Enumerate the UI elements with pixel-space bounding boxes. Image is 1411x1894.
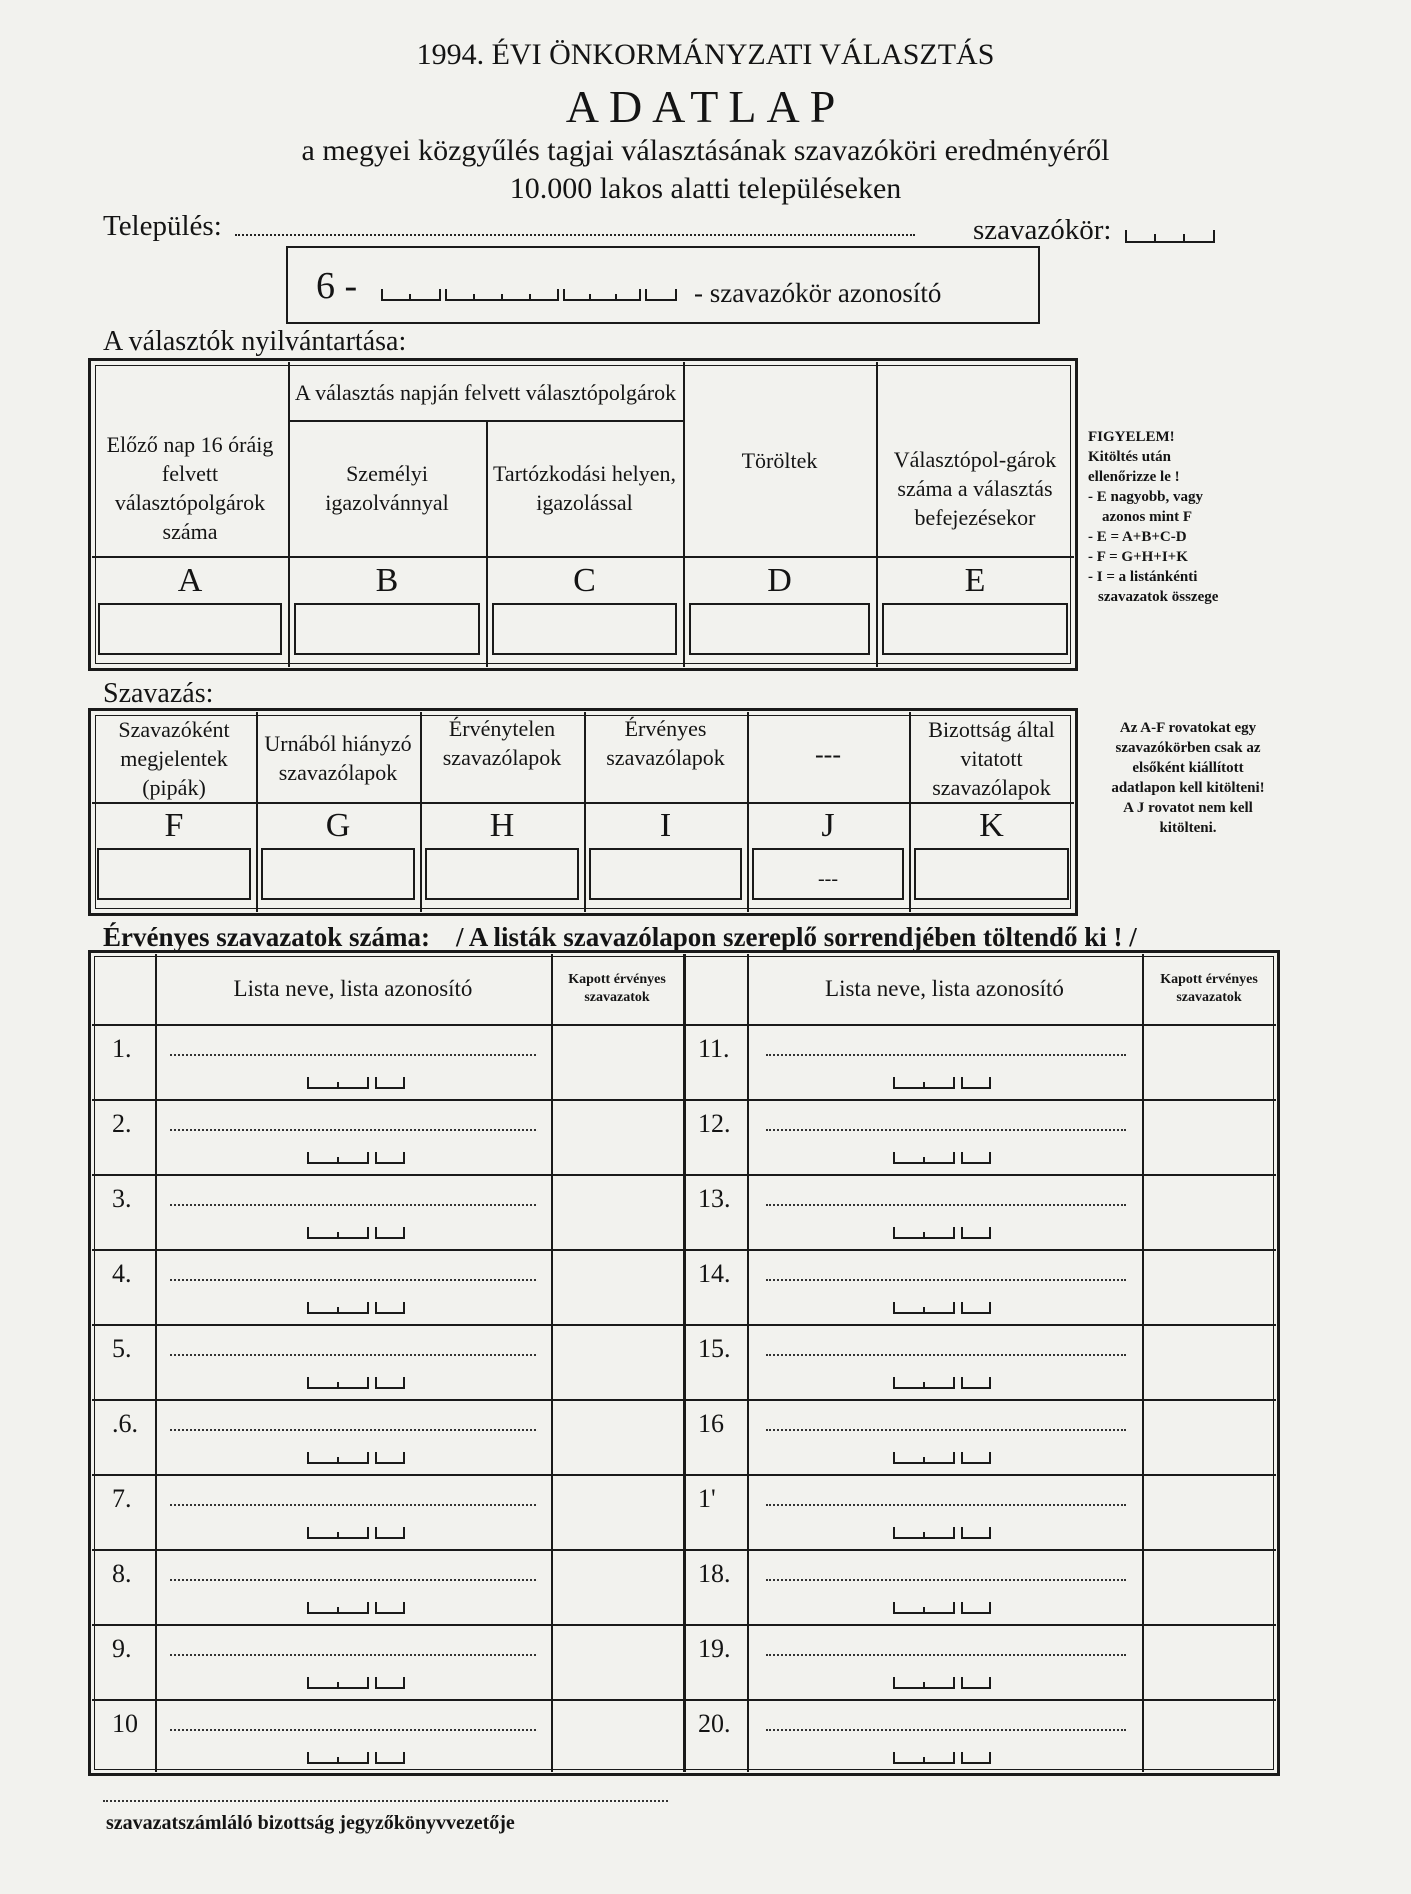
registry-d-input[interactable] — [689, 603, 870, 655]
list-name-field[interactable] — [766, 1279, 1126, 1281]
form-title: ADATLAP — [565, 81, 846, 132]
list-votes-field[interactable] — [555, 1703, 679, 1770]
list-row-number: 20. — [698, 1709, 731, 1738]
list-id-field[interactable] — [306, 1297, 406, 1317]
list-votes-field[interactable] — [555, 1178, 679, 1245]
list-name-field[interactable] — [170, 1204, 536, 1206]
list-name-field[interactable] — [170, 1354, 536, 1356]
registry-note: FIGYELEM! Kitöltés után ellenőrizze le ! - E nagyobb, vagy azonos mint F - E = A+B+C-D - F = G+H+I+K - I = a listánkénti szavazatok összege — [1088, 429, 1219, 605]
list-row-number: 15. — [698, 1334, 731, 1363]
voting-col-j-letter: J — [821, 806, 835, 844]
voting-j-input — [752, 848, 904, 900]
registry-col-b-header: Személyi igazolvánnyal — [325, 461, 449, 515]
list-row-number: 8. — [112, 1559, 132, 1588]
voting-col-f-header: Szavazóként megjelentek (pipák) — [118, 716, 230, 800]
valid-votes-section-title: Érvényes szavazatok száma: — [103, 922, 430, 952]
district-id-field[interactable] — [380, 284, 678, 304]
list-votes-field[interactable] — [1146, 1478, 1272, 1545]
registry-col-c-letter: C — [573, 561, 596, 599]
list-id-field[interactable] — [892, 1672, 992, 1692]
list-row-number: .6. — [112, 1409, 138, 1438]
district-id-prefix: 6 - — [316, 265, 358, 307]
list-row-number: 11. — [698, 1034, 730, 1063]
voting-col-k-letter: K — [979, 806, 1004, 844]
list-votes-field[interactable] — [1146, 1703, 1272, 1770]
signature-line[interactable] — [103, 1800, 668, 1802]
registry-col-d-letter: D — [767, 561, 792, 599]
list-name-field[interactable] — [766, 1204, 1126, 1206]
list-id-field[interactable] — [892, 1522, 992, 1542]
list-votes-field[interactable] — [1146, 1103, 1272, 1170]
registry-group-header: A választás napján felvett választópolgárok — [294, 379, 677, 405]
voting-note: Az A-F rovatokat egy szavazókörben csak az elsőként kiállított adatlapon kell kitölteni! A J rovatot nem kell kitölteni. — [1111, 720, 1265, 836]
voting-k-input[interactable] — [914, 848, 1069, 900]
list-votes-field[interactable] — [555, 1028, 679, 1095]
form-subtitle: a megyei közgyűlés tagjai választásának szavazóköri eredményéről — [301, 134, 1110, 167]
voting-j-value: --- — [818, 867, 838, 890]
district-label: szavazókör: — [973, 214, 1112, 246]
list-votes-field[interactable] — [1146, 1178, 1272, 1245]
list-votes-field[interactable] — [1146, 1253, 1272, 1320]
list-votes-field[interactable] — [1146, 1028, 1272, 1095]
list-name-field[interactable] — [170, 1129, 536, 1131]
list-row-number: 1' — [698, 1484, 716, 1513]
list-id-field[interactable] — [892, 1072, 992, 1092]
list-votes-field[interactable] — [1146, 1628, 1272, 1695]
voting-col-i-letter: I — [659, 806, 672, 844]
list-row-number: 1. — [112, 1034, 132, 1063]
list-row-number: 9. — [112, 1634, 132, 1663]
district-number-field[interactable] — [1124, 226, 1216, 246]
list-name-header-left: Lista neve, lista azonosító — [233, 976, 473, 1001]
voting-g-input[interactable] — [261, 848, 415, 900]
registry-col-c-header: Tartózkodási helyen, igazolással — [493, 461, 676, 515]
list-row-number: 10 — [112, 1709, 138, 1738]
list-name-field[interactable] — [766, 1729, 1126, 1731]
list-name-field[interactable] — [170, 1279, 536, 1281]
list-name-field[interactable] — [170, 1504, 536, 1506]
district-id-label: - szavazókör azonosító — [694, 278, 942, 308]
list-name-field[interactable] — [766, 1129, 1126, 1131]
voting-col-h-header: Érvénytelen szavazólapok — [442, 716, 562, 770]
list-row-number: 4. — [112, 1259, 132, 1288]
list-row-number: 7. — [112, 1484, 132, 1513]
votes-header-left: Kapott érvényes szavazatok — [568, 972, 666, 1005]
registry-col-d-header: Töröltek — [741, 447, 818, 473]
list-name-field[interactable] — [170, 1654, 536, 1656]
settlement-label: Település: — [103, 210, 222, 242]
list-votes-field[interactable] — [555, 1478, 679, 1545]
form-subtitle-population: 10.000 lakos alatti településeken — [509, 172, 902, 205]
registry-col-a-letter: A — [177, 561, 203, 599]
valid-votes-instruction: / A listák szavazólapon szereplő sorrendjében töltendő ki ! / — [456, 922, 1137, 952]
votes-header-right: Kapott érvényes szavazatok — [1160, 972, 1258, 1005]
voting-col-g-header: Urnából hiányzó szavazólapok — [264, 731, 412, 785]
list-id-field[interactable] — [306, 1672, 406, 1692]
list-name-field[interactable] — [766, 1579, 1126, 1581]
list-votes-field[interactable] — [1146, 1403, 1272, 1470]
list-id-field[interactable] — [306, 1597, 406, 1617]
list-votes-field[interactable] — [1146, 1328, 1272, 1395]
list-id-field[interactable] — [306, 1522, 406, 1542]
list-id-field[interactable] — [892, 1297, 992, 1317]
registry-c-input[interactable] — [492, 603, 677, 655]
list-id-field[interactable] — [892, 1747, 992, 1767]
list-id-field[interactable] — [892, 1597, 992, 1617]
list-name-field[interactable] — [766, 1054, 1126, 1056]
form-election-title: 1994. ÉVI ÖNKORMÁNYZATI VÁLASZTÁS — [416, 38, 995, 71]
list-id-field[interactable] — [306, 1222, 406, 1242]
registry-section-title: A választók nyilvántartása: — [103, 326, 407, 357]
list-votes-field[interactable] — [555, 1628, 679, 1695]
registry-col-e-letter: E — [964, 561, 986, 599]
list-name-field[interactable] — [766, 1429, 1126, 1431]
list-votes-field[interactable] — [1146, 1553, 1272, 1620]
list-row-number: 2. — [112, 1109, 132, 1138]
registry-col-e-header: Választópol-gárok száma a választás befejezésekor — [893, 446, 1057, 530]
list-id-field[interactable] — [306, 1072, 406, 1092]
list-row-number: 5. — [112, 1334, 132, 1363]
list-id-field[interactable] — [306, 1372, 406, 1392]
list-row-number: 18. — [698, 1559, 731, 1588]
list-id-field[interactable] — [892, 1372, 992, 1392]
list-id-field[interactable] — [306, 1747, 406, 1767]
list-row-number: 16 — [698, 1409, 724, 1438]
list-name-field[interactable] — [170, 1429, 536, 1431]
list-id-field[interactable] — [892, 1147, 992, 1167]
list-votes-field[interactable] — [555, 1403, 679, 1470]
voting-col-k-header: Bizottság által vitatott szavazólapok — [928, 716, 1055, 800]
list-id-field[interactable] — [306, 1147, 406, 1167]
registry-col-a-header: Előző nap 16 óráig felvett választópolgárok száma — [106, 432, 274, 544]
list-votes-field[interactable] — [555, 1103, 679, 1170]
list-row-number: 12. — [698, 1109, 731, 1138]
voting-col-f-letter: F — [164, 806, 184, 844]
voting-i-input[interactable] — [589, 848, 742, 900]
list-row-number: 19. — [698, 1634, 731, 1663]
registry-col-b-letter: B — [375, 561, 399, 599]
voting-col-g-letter: G — [325, 806, 351, 844]
voting-col-j-header: --- — [815, 739, 841, 769]
list-id-field[interactable] — [306, 1447, 406, 1467]
list-name-field[interactable] — [766, 1504, 1126, 1506]
list-name-field[interactable] — [766, 1654, 1126, 1656]
list-row-number: 13. — [698, 1184, 731, 1213]
list-row-number: 3. — [112, 1184, 132, 1213]
list-votes-field[interactable] — [555, 1253, 679, 1320]
list-id-field[interactable] — [892, 1222, 992, 1242]
list-name-field[interactable] — [170, 1729, 536, 1731]
list-name-field[interactable] — [170, 1579, 536, 1581]
list-name-field[interactable] — [766, 1354, 1126, 1356]
settlement-field[interactable] — [235, 232, 915, 236]
registry-a-input[interactable] — [98, 603, 282, 655]
list-id-field[interactable] — [892, 1447, 992, 1467]
voting-f-input[interactable] — [97, 848, 251, 900]
list-name-header-right: Lista neve, lista azonosító — [825, 976, 1064, 1001]
list-votes-field[interactable] — [555, 1553, 679, 1620]
list-row-number: 14. — [698, 1259, 731, 1288]
list-name-field[interactable] — [170, 1054, 536, 1056]
voting-col-i-header: Érvényes szavazólapok — [606, 716, 725, 770]
voting-section-title: Szavazás: — [103, 678, 214, 709]
registry-e-input[interactable] — [882, 603, 1068, 655]
list-votes-field[interactable] — [555, 1328, 679, 1395]
registry-b-input[interactable] — [294, 603, 480, 655]
voting-col-h-letter: H — [489, 806, 515, 844]
signature-label: szavazatszámláló bizottság jegyzőkönyvvezetője — [106, 1812, 515, 1834]
voting-h-input[interactable] — [425, 848, 579, 900]
